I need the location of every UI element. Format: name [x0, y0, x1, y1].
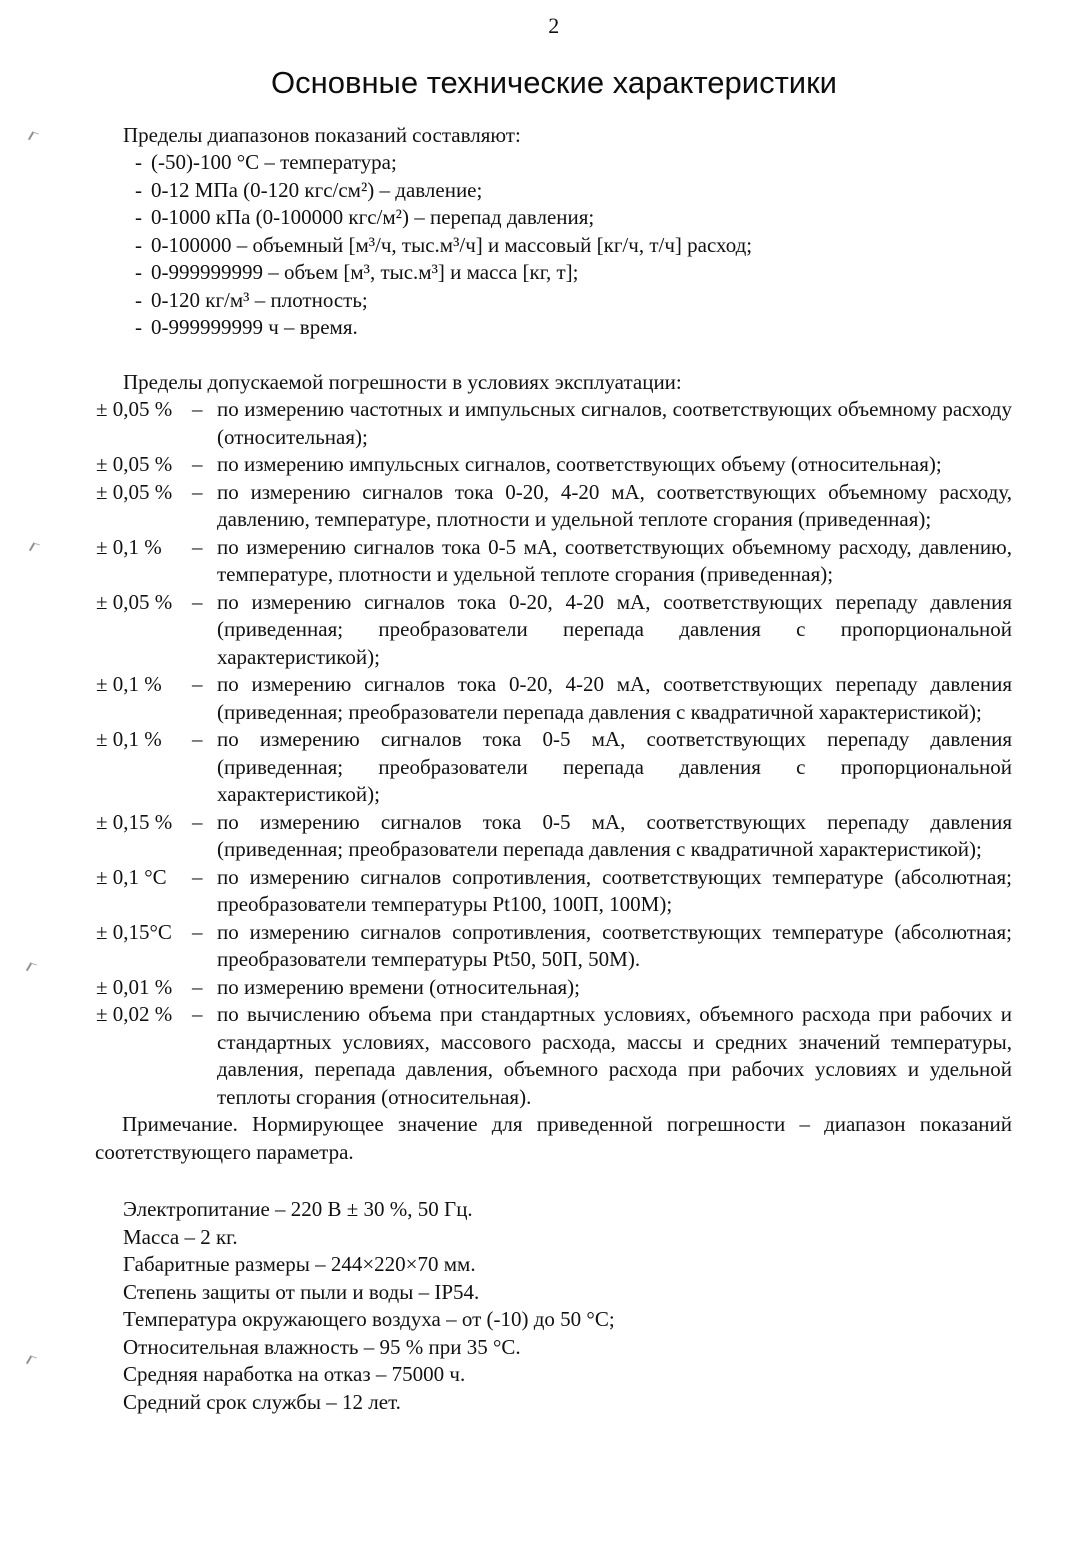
error-description: по измерению сигналов сопротивления, соответствующих температуре (абсолютная; преобразователи температуры Pt50, 50П, 50М).	[217, 919, 1012, 971]
scan-artifact	[28, 131, 39, 141]
error-value: ± 0,1 %	[96, 534, 162, 559]
error-description: по измерению сигналов тока 0-20, 4-20 мА, соответствующих перепаду давления (приведенная; преобразователи перепада давления с пропорциональной характеристикой);	[217, 589, 1012, 669]
error-value: ± 0,15°С	[96, 919, 172, 944]
error-description: по вычислению объема при стандартных условиях, объемного расхода при рабочих и стандартных условиях, массового расхода, массы и средних значений температуры, давления, перепада давления, объемного расхода при рабочих условиях и удельной теплоты сгорания (относительная).	[217, 1002, 1012, 1109]
dash-separator: –	[192, 727, 203, 751]
spec-line: Масса – 2 кг.	[123, 1224, 238, 1249]
bullet-dash: -	[135, 260, 142, 284]
error-row	[96, 396, 1012, 451]
range-item-text: 0-120 кг/м³ – плотность;	[151, 287, 368, 312]
list-item	[135, 287, 1012, 315]
error-value: ± 0,01 %	[96, 974, 173, 999]
error-description: по измерению сигналов тока 0-5 мА, соответствующих перепаду давления (приведенная; преобразователи перепада давления с пропорциональной характеристикой);	[217, 727, 1012, 806]
list-item	[135, 177, 1012, 205]
error-value: ± 0,15 %	[96, 809, 173, 834]
specs-list	[96, 1196, 1012, 1416]
list-item	[135, 232, 1012, 260]
dash-separator: –	[192, 534, 203, 559]
note-paragraph: Примечание. Нормирующее значение для приведенной погрешности – диапазон показаний соотетствующего параметра.	[95, 1112, 1012, 1164]
bullet-dash: -	[135, 177, 142, 202]
range-item-text: 0-12 МПа (0-120 кгс/см²) – давление;	[151, 177, 483, 202]
errors-intro: Пределы допускаемой погрешности в условиях эксплуатации:	[123, 369, 682, 394]
ranges-list	[96, 149, 1012, 342]
ranges-intro: Пределы диапазонов показаний составляют:	[123, 122, 521, 147]
error-description: по измерению импульсных сигналов, соответствующих объему (относительная);	[217, 452, 942, 476]
spec-line: Относительная влажность – 95 % при 35 °С.	[123, 1334, 521, 1359]
spec-line: Габаритные размеры – 244×220×70 мм.	[123, 1252, 476, 1276]
list-item	[135, 149, 1012, 177]
bullet-dash: -	[135, 287, 142, 312]
bullet-dash: -	[135, 315, 142, 339]
error-row	[96, 974, 1012, 1002]
dash-separator: –	[192, 479, 203, 504]
dash-separator: –	[192, 1002, 203, 1026]
error-row	[96, 451, 1012, 479]
spec-line: Температура окружающего воздуха – от (-10) до 50 °С;	[123, 1307, 615, 1331]
spec-line: Степень защиты от пыли и воды – IP54.	[123, 1279, 480, 1304]
error-value: ± 0,1 °С	[96, 864, 167, 889]
error-value: ± 0,1 %	[96, 672, 162, 696]
error-row	[96, 864, 1012, 919]
dash-separator: –	[192, 672, 203, 696]
dash-separator: –	[192, 864, 203, 889]
error-description: по измерению сигналов тока 0-20, 4-20 мА, соответствующих объемному расходу, давлению, температуре, плотности и удельной теплоте сгорания (приведенная);	[217, 479, 1012, 531]
error-value: ± 0,02 %	[96, 1002, 173, 1026]
list-item	[135, 259, 1012, 287]
spec-line: Электропитание – 220 В ± 30 %, 50 Гц.	[123, 1197, 473, 1221]
error-value: ± 0,1 %	[96, 727, 162, 751]
bullet-dash: -	[135, 150, 142, 174]
error-description: по измерению сигналов сопротивления, соответствующих температуре (абсолютная; преобразователи температуры Pt100, 100П, 100М);	[217, 864, 1012, 916]
range-item-text: (-50)-100 °С – температура;	[151, 150, 397, 174]
errors-list	[96, 396, 1012, 1111]
error-row	[96, 1001, 1012, 1111]
error-value: ± 0,05 %	[96, 589, 173, 614]
error-value: ± 0,05 %	[96, 397, 173, 421]
scan-artifact	[29, 542, 40, 552]
error-row	[96, 479, 1012, 534]
error-description: по измерению сигналов тока 0-5 мА, соответствующих объемному расходу, давлению, температуре, плотности и удельной теплоте сгорания (приведенная);	[217, 534, 1012, 586]
dash-separator: –	[192, 809, 203, 834]
list-item	[135, 314, 1012, 342]
error-description: по измерению частотных и импульсных сигналов, соответствующих объемному расходу (относительная);	[217, 397, 1012, 449]
error-row	[96, 726, 1012, 809]
error-row	[96, 671, 1012, 726]
range-item-text: 0-100000 – объемный [м³/ч, тыс.м³/ч] и массовый [кг/ч, т/ч] расход;	[151, 232, 753, 257]
range-item-text: 0-999999999 ч – время.	[151, 315, 358, 339]
error-description: по измерению сигналов тока 0-5 мА, соответствующих перепаду давления (приведенная; преобразователи перепада давления с квадратичной характеристикой);	[217, 809, 1012, 861]
scan-artifact	[26, 1355, 37, 1365]
error-value: ± 0,05 %	[96, 479, 173, 504]
error-description: по измерению сигналов тока 0-20, 4-20 мА, соответствующих перепаду давления (приведенная; преобразователи перепада давления с квадратичной характеристикой);	[217, 672, 1012, 724]
dash-separator: –	[192, 397, 203, 421]
error-description: по измерению времени (относительная);	[217, 974, 580, 999]
error-value: ± 0,05 %	[96, 452, 173, 476]
range-item-text: 0-999999999 – объем [м³, тыс.м³] и масса [кг, т];	[151, 260, 579, 284]
dash-separator: –	[192, 452, 203, 476]
dash-separator: –	[192, 919, 203, 944]
list-item	[135, 204, 1012, 232]
bullet-dash: -	[135, 205, 142, 229]
spec-line: Средний срок службы – 12 лет.	[123, 1389, 401, 1414]
error-row	[96, 534, 1012, 589]
spec-line: Средняя наработка на отказ – 75000 ч.	[123, 1362, 466, 1386]
scan-artifact	[26, 962, 37, 972]
dash-separator: –	[192, 589, 203, 614]
dash-separator: –	[192, 974, 203, 999]
range-item-text: 0-1000 кПа (0-100000 кгс/м²) – перепад давления;	[151, 205, 595, 229]
bullet-dash: -	[135, 232, 142, 257]
error-row	[96, 919, 1012, 974]
error-row	[96, 589, 1012, 672]
page-number: 2	[548, 13, 560, 38]
page-title: Основные технические характеристики	[271, 64, 837, 100]
error-row	[96, 809, 1012, 864]
